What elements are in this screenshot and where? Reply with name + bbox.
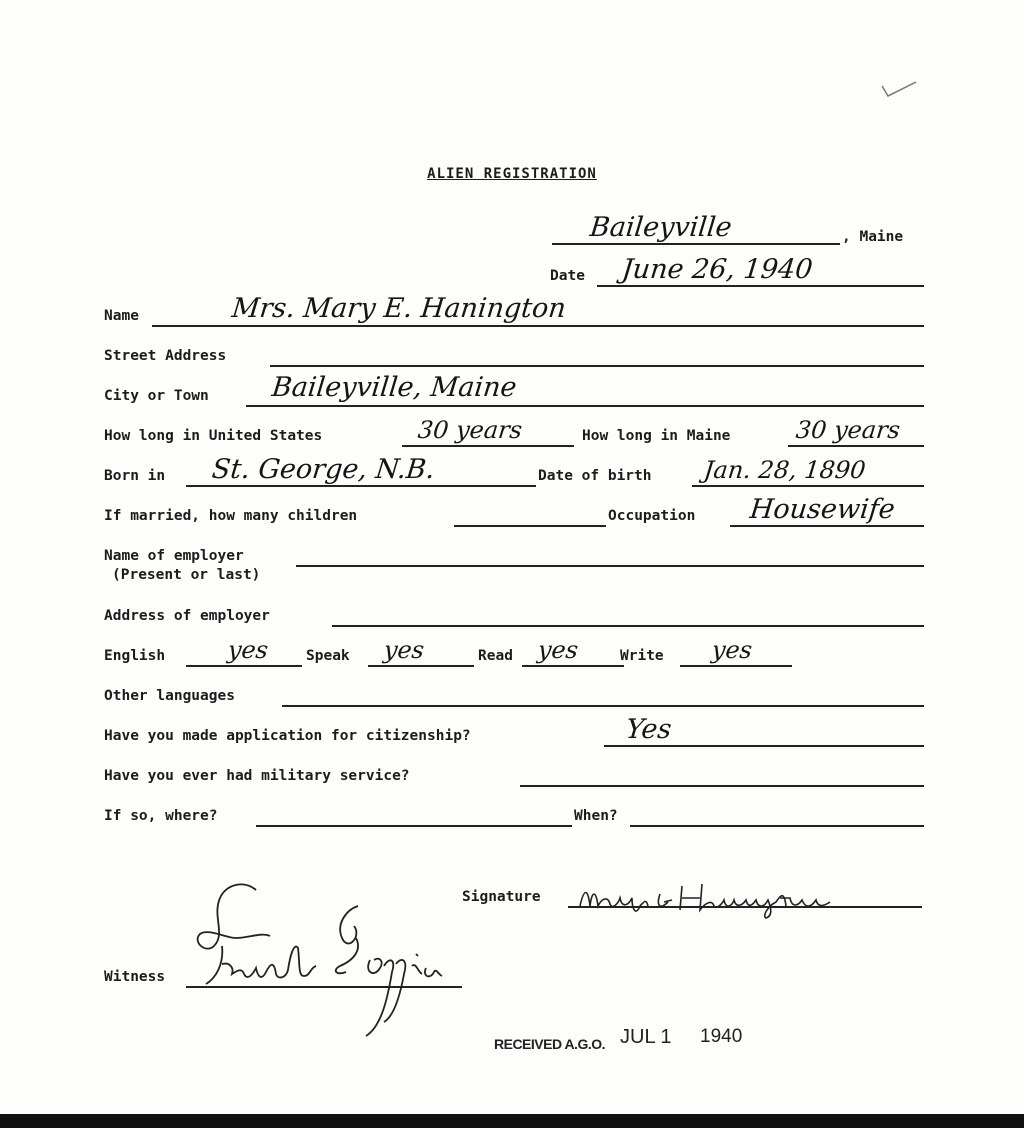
employer-address-label: Address of employer [104, 608, 270, 624]
speak-value: yes [382, 636, 426, 664]
witness-signature-handwriting [186, 876, 466, 1046]
occupation-value: Housewife [748, 494, 897, 525]
city-value: Baileyville, Maine [270, 372, 519, 403]
speak-label: Speak [306, 648, 350, 664]
read-label: Read [478, 648, 513, 664]
maine-value: 30 years [794, 416, 902, 444]
when-line [630, 825, 924, 827]
english-line [186, 665, 302, 667]
citizenship-line [604, 745, 924, 747]
english-label: English [104, 648, 166, 664]
born-line [186, 485, 536, 487]
military-label: Have you ever had military service? [104, 768, 410, 784]
citizenship-value: Yes [624, 714, 673, 745]
write-line [680, 665, 792, 667]
write-label: Write [620, 648, 664, 664]
when-label: When? [574, 808, 618, 824]
check-mark-icon [880, 78, 920, 100]
date-value: June 26, 1940 [620, 254, 815, 285]
occupation-line [730, 525, 924, 527]
date-line [597, 285, 924, 287]
employer-line [296, 565, 924, 567]
where-line [256, 825, 572, 827]
dob-value: Jan. 28, 1890 [702, 456, 868, 484]
read-line [522, 665, 624, 667]
maine-line [788, 445, 924, 447]
english-value: yes [226, 636, 270, 664]
us-label: How long in United States [104, 428, 323, 444]
street-line [270, 365, 924, 367]
read-value: yes [536, 636, 580, 664]
name-line [152, 325, 924, 327]
other-languages-line [282, 705, 924, 707]
military-line [520, 785, 924, 787]
employer-label: Name of employer [104, 548, 244, 564]
dob-label: Date of birth [538, 468, 652, 484]
write-value: yes [710, 636, 754, 664]
children-line [454, 525, 606, 527]
date-label: Date [550, 268, 585, 284]
maine-label: How long in Maine [582, 428, 731, 444]
employer-sub-label: (Present or last) [112, 567, 261, 583]
signature-label: Signature [462, 889, 541, 905]
received-stamp-text: RECEIVED A.G.O. [494, 1036, 606, 1052]
born-value: St. George, N.B. [210, 454, 437, 485]
city-line [246, 405, 924, 407]
town-line [552, 243, 840, 245]
where-label: If so, where? [104, 808, 218, 824]
received-stamp [494, 1036, 605, 1052]
occupation-label: Occupation [608, 508, 696, 524]
us-value: 30 years [416, 416, 524, 444]
witness-label: Witness [104, 969, 166, 985]
citizenship-label: Have you made application for citizenship? [104, 728, 471, 744]
town-value: Baileyville [588, 212, 734, 243]
state-label: , Maine [842, 229, 904, 245]
received-stamp-year: 1940 [700, 1026, 743, 1047]
name-value: Mrs. Mary E. Hanington [230, 293, 568, 324]
form-title: ALIEN REGISTRATION [427, 166, 597, 182]
scan-bottom-edge [0, 1114, 1024, 1128]
employer-address-line [332, 625, 924, 627]
street-label: Street Address [104, 348, 227, 364]
speak-line [368, 665, 474, 667]
us-line [402, 445, 574, 447]
name-label: Name [104, 308, 139, 324]
dob-line [692, 485, 924, 487]
other-languages-label: Other languages [104, 688, 235, 704]
children-label: If married, how many children [104, 508, 358, 524]
city-label: City or Town [104, 388, 209, 404]
received-stamp-date: JUL 1 [620, 1026, 672, 1048]
signature-handwriting [576, 876, 866, 920]
born-label: Born in [104, 468, 166, 484]
